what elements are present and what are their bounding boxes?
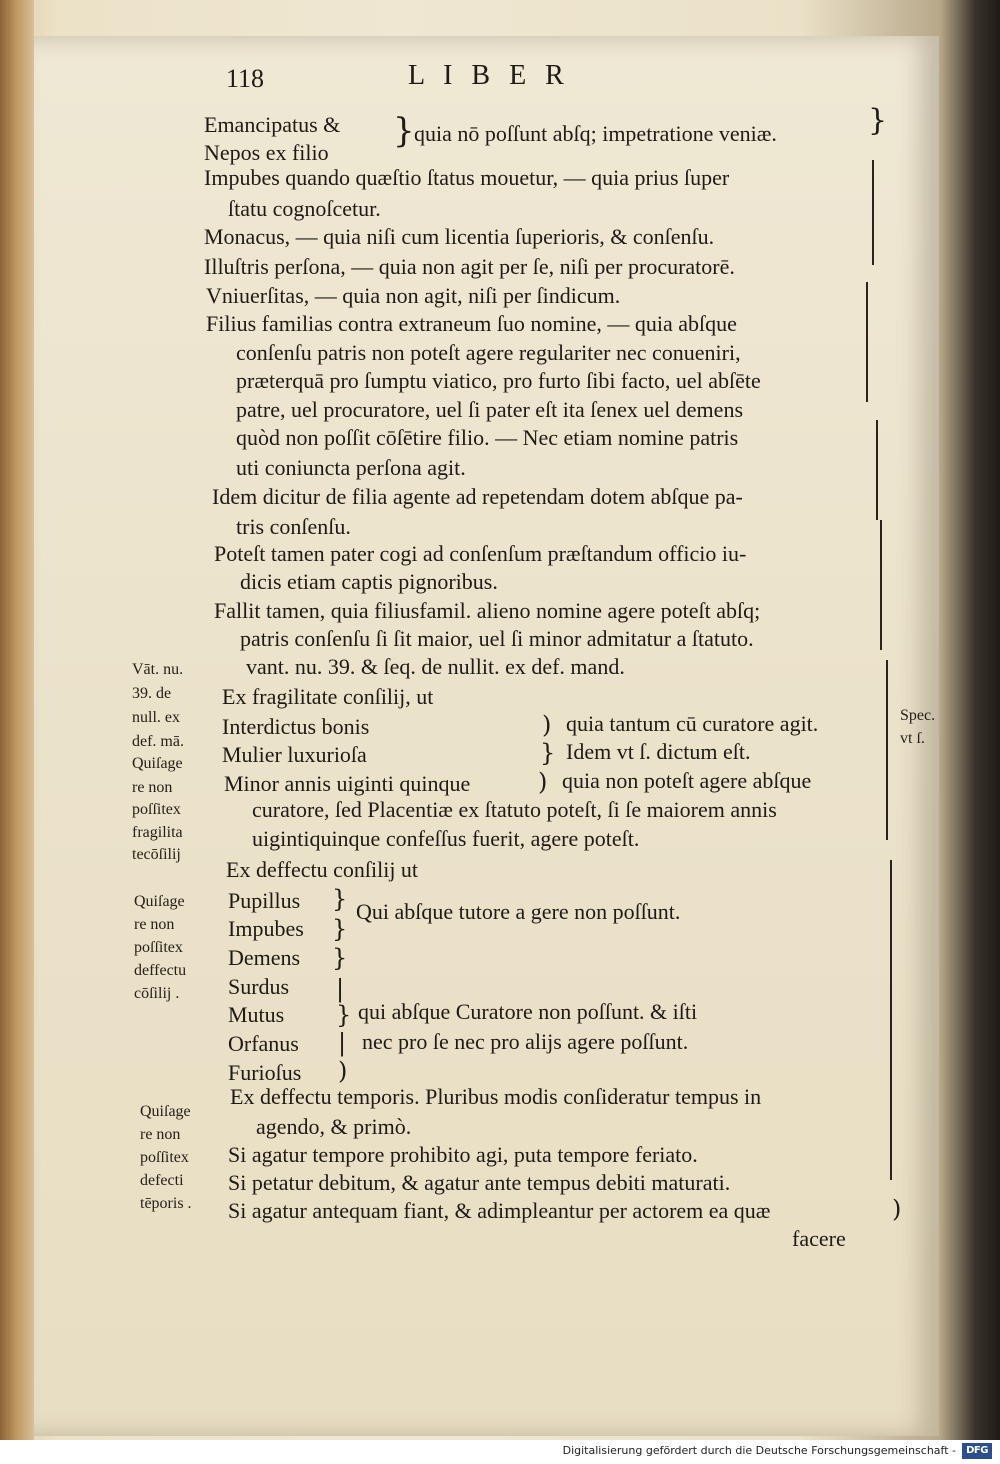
margin-note-line: cōſilij . <box>134 985 180 1002</box>
digitization-footer <box>0 1440 1000 1464</box>
text-line: præterquā pro ſumptu viatico, pro furto ſibi facto, uel abſēte <box>236 368 761 393</box>
text-line: uti coniuncta perſona agit. <box>236 455 466 480</box>
brace-symbol: | <box>338 1029 347 1057</box>
text-line: patre, uel procuratore, uel ſi pater eſt ita ſenex uel demens <box>236 397 743 422</box>
bracket-rule <box>876 420 878 520</box>
margin-note-line: re non <box>134 916 175 933</box>
text-line: tris conſenſu. <box>236 514 351 539</box>
text-line: quia nō poſſunt abſq; impetratione veniæ. <box>414 121 777 146</box>
brace-symbol: ) <box>538 768 548 796</box>
text-line: dicis etiam captis pignoribus. <box>240 569 498 594</box>
text-line: Pupillus <box>228 888 301 913</box>
bracket-rule <box>886 660 888 840</box>
brace-symbol: ) <box>542 711 552 739</box>
text-line: patris conſenſu ſi ſit maior, uel ſi minor admitatur a ſtatuto. <box>240 626 754 651</box>
text-line: Si petatur debitum, & agatur ante tempus debiti maturati. <box>228 1170 731 1195</box>
text-line: uigintiquinque confeſſus fuerit, agere poteſt. <box>252 826 640 851</box>
margin-note-line: null. ex <box>132 709 180 726</box>
text-line: curatore, ſed Placentiæ ex ſtatuto poteſt, ſi ſe maiorem annis <box>252 797 777 822</box>
brace-symbol: } <box>332 944 348 972</box>
text-line: quòd non poſſit cōſētire filio. — Nec etiam nomine patris <box>236 425 739 450</box>
text-line: Mutus <box>228 1002 285 1027</box>
text-line: Furioſus <box>228 1060 302 1085</box>
text-line: Nepos ex filio <box>204 140 329 165</box>
section-heading: Ex deffectu conſilij ut <box>226 857 419 882</box>
margin-note-line: tēporis . <box>140 1195 192 1212</box>
margin-note-line: vt ſ. <box>900 730 925 747</box>
brace-symbol: ) <box>892 1195 902 1223</box>
text-line: qui abſque Curatore non poſſunt. & iſti <box>358 999 698 1024</box>
text-line: Interdictus bonis <box>222 714 370 739</box>
text-line: Si agatur tempore prohibito agi, puta tempore feriato. <box>228 1142 698 1167</box>
margin-note-line: defecti <box>140 1172 184 1189</box>
section-heading: Ex fragilitate conſilij, ut <box>222 684 434 709</box>
brace-symbol: } <box>332 915 348 943</box>
margin-note-line: re non <box>140 1126 181 1143</box>
book-binding-edge <box>0 0 34 1440</box>
text-line: Orfanus <box>228 1031 299 1056</box>
text-line: Minor annis uiginti quinque <box>224 771 471 796</box>
margin-note-line: poſſitex <box>132 801 181 818</box>
text-line: Monacus, — quia niſi cum licentia ſuperioris, & conſenſu. <box>204 224 715 249</box>
margin-note-line: fragilita <box>132 824 183 841</box>
text-line: Vniuerſitas, — quia non agit, niſi per ſindicum. <box>206 283 621 308</box>
text-line: Demens <box>228 945 301 970</box>
text-line: Filius familias contra extraneum ſuo nomine, — quia abſque <box>206 311 737 336</box>
text-line: quia non poteſt agere abſque <box>562 768 812 793</box>
text-line: Fallit tamen, quia filiusfamil. alieno nomine agere poteſt abſq; <box>214 598 761 623</box>
dfg-logo-icon: DFG <box>962 1443 992 1459</box>
brace-symbol: } <box>868 103 888 138</box>
brace-symbol: ) <box>338 1057 348 1085</box>
brace-symbol: } <box>336 1001 352 1029</box>
text-line: Idem dicitur de filia agente ad repetendam dotem abſque pa- <box>212 484 743 509</box>
text-line: Qui abſque tutore a gere non poſſunt. <box>356 899 681 924</box>
section-heading: Ex deffectu temporis. Pluribus modis conſideratur tempus in <box>230 1084 762 1109</box>
bracket-rule <box>866 282 868 402</box>
margin-note-line: Vāt. nu. <box>132 661 184 678</box>
brace-symbol: } <box>540 739 556 767</box>
brace-symbol: | <box>336 975 345 1003</box>
page-number: 118 <box>226 64 265 93</box>
bracket-rule <box>872 160 874 265</box>
margin-note-line: def. mā. <box>132 733 184 750</box>
bracket-rule <box>890 860 892 1180</box>
catchword: facere <box>792 1226 846 1251</box>
margin-note-line: Quiſage <box>132 755 183 772</box>
margin-note-line: Spec. <box>900 707 936 724</box>
text-line: quia tantum cū curatore agit. <box>566 711 819 736</box>
running-title: L I B E R <box>408 60 570 91</box>
margin-note-line: tecōſilij <box>132 846 181 863</box>
text-line: Idem vt ſ. dictum eſt. <box>566 739 751 764</box>
text-line: Mulier luxurioſa <box>222 742 367 767</box>
margin-note-line: poſſitex <box>134 939 183 956</box>
text-line: Impubes <box>228 916 304 941</box>
text-line: vant. nu. 39. & ſeq. de nullit. ex def. mand. <box>246 654 625 679</box>
text-line: conſenſu patris non poteſt agere regulariter nec conueniri, <box>236 340 741 365</box>
text-line: Poteſt tamen pater cogi ad conſenſum præſtandum officio iu- <box>214 541 747 566</box>
brace-symbol: } <box>393 111 415 151</box>
text-line: Si agatur antequam fiant, & adimpleantur per actorem ea quæ <box>228 1198 771 1223</box>
bracket-rule <box>880 520 882 650</box>
text-line: Impubes quando quæſtio ſtatus mouetur, — quia prius ſuper <box>204 165 730 190</box>
margin-note-line: 39. de <box>132 685 172 702</box>
margin-note-line: re non <box>132 779 173 796</box>
margin-note-line: Quiſage <box>134 893 185 910</box>
funding-notice: Digitalisierung gefördert durch die Deutsche Forschungsgemeinschaft - <box>562 1444 956 1457</box>
text-line: Illuſtris perſona, — quia non agit per ſe, niſi per procuratorē. <box>204 254 735 279</box>
margin-note-line: poſſitex <box>140 1149 189 1166</box>
text-line: agendo, & primò. <box>256 1114 412 1139</box>
margin-note-line: Quiſage <box>140 1103 191 1120</box>
brace-symbol: } <box>332 885 348 913</box>
text-line: ſtatu cognoſcetur. <box>228 196 381 221</box>
text-line: Surdus <box>228 974 290 999</box>
text-line: nec pro ſe nec pro alijs agere poſſunt. <box>362 1029 689 1054</box>
text-line: Emancipatus & <box>204 112 341 137</box>
margin-note-line: deffectu <box>134 962 187 979</box>
